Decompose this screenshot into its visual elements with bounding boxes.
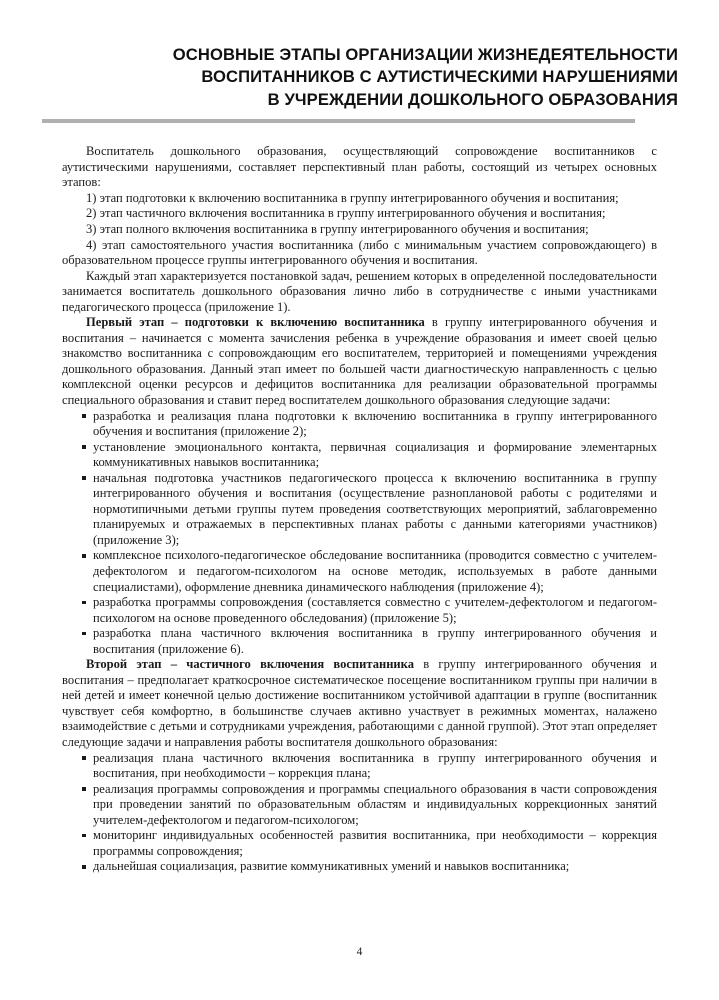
list-item-text: дальнейшая социализация, развитие коммуникативных умений и навыков воспитанника; [93,859,570,874]
page-number: 4 [356,946,363,958]
list-item-text: разработка программы сопровождения (составляется совместно с учителем-дефектологом и педагогом-психологом на основе проведенного обследования) (приложение 5); [93,595,657,625]
intro-paragraph: Воспитатель дошкольного образования, осуществляющий сопровождение воспитанников с аутистическими нарушениями, составляет перспективный план работы, состоящий из четырех основных этапов: [62,144,657,190]
stage-two-lead: Второй этап – частичного включения воспитанника [86,657,414,672]
square-bullet-icon [82,445,86,449]
stage-one-task-list [62,409,657,658]
list-item [62,782,657,829]
page-title-line-2: ВОСПИТАННИКОВ С АУТИСТИЧЕСКИМИ НАРУШЕНИЯМИ [201,67,678,87]
list-item [62,595,657,626]
list-item-text: разработка плана частичного включения воспитанника в группу интегрированного обучения и воспитания (приложение 6). [93,626,657,656]
stage-item-1: 1) этап подготовки к включению воспитанника в группу интегрированного обучения и воспитания; [86,190,619,205]
list-item [62,548,657,595]
stage-two-task-list [62,751,657,875]
list-item [62,409,657,440]
list-item [62,859,657,875]
page-title-line-1: ОСНОВНЫЕ ЭТАПЫ ОРГАНИЗАЦИИ ЖИЗНЕДЕЯТЕЛЬНОСТИ [172,45,678,64]
list-item [62,751,657,782]
list-item [62,828,657,859]
page-header [0,0,719,123]
square-bullet-icon [82,756,86,760]
list-item [62,626,657,657]
page-title [41,44,678,111]
list-item-text: реализация программы сопровождения и программы специального образования в части сопровождения при проведении занятий по образовательным областям и индивидуальных коррекционных занятий учителем-дефектологом и педагогом-психологом; [93,781,657,827]
list-item-text: реализация плана частичного включения воспитанника в группу интегрированного обучения и воспитания, при необходимости – коррекция плана; [93,750,657,781]
list-item-text: начальная подготовка участников педагогического процесса к включению воспитанника в группу интегрированного обучения и воспитания (осуществление разноплановой работы с родителями и нормотипичными детьми группы путем проведения соответствующих мероприятий, заблаговременно планируемых и отражаемых в перспективных планах работы с данными категориями участников) (приложение 3); [93,470,657,547]
title-divider-rule [42,119,635,123]
square-bullet-icon [82,554,86,558]
stage-one-paragraph [62,315,657,408]
page-body [0,144,719,875]
list-item-text: комплексное психолого-педагогическое обследование воспитанника (проводится совместно с учителем-дефектологом и педагогом-психологом на основе методик, используемых в работе данными специалистами), оформление дневника динамического наблюдения (приложение 4); [93,548,657,594]
each-stage-paragraph: Каждый этап характеризуется постановкой задач, решением которых в определенной последовательности занимается воспитатель дошкольного образования лично либо в сотрудничестве с иными участниками педагогического процесса (приложение 1). [62,268,657,314]
square-bullet-icon [82,787,86,791]
list-item [62,440,657,471]
stage-one-lead: Первый этап – подготовки к включению воспитанника [86,315,425,330]
list-item-text: мониторинг индивидуальных особенностей развития воспитанника, при необходимости – коррекция программы сопровождения; [93,828,657,858]
stage-one-body: в группу интегрированного обучения и воспитания – начинается с момента зачисления ребенка в учреждение образования и имеет своей целью знакомство воспитанника с сопровождающим его воспитателем, территорией и помещениями учреждения дошкольного образования. Данный этап имеет по большей части диагностическую направленность с целью комплексной оценки ресурсов и дефицитов воспитанника для реализации образовательной программы специального образования и ставит перед воспитателем дошкольного образования следующие задачи: [62,315,658,407]
list-item-text: разработка и реализация плана подготовки к включению воспитанника в группу интегрированного обучения и воспитания (приложение 2); [93,408,657,439]
stage-item-4: 4) этап самостоятельного участия воспитанника (либо с минимальным участием сопровождающего) в образовательном процессе группы интегрированного обучения и воспитания. [62,237,657,268]
square-bullet-icon [82,632,86,636]
square-bullet-icon [82,865,86,869]
page-title-line-3: В УЧРЕЖДЕНИИ ДОШКОЛЬНОГО ОБРАЗОВАНИЯ [267,89,678,109]
square-bullet-icon [82,476,86,480]
list-item-text: установление эмоционального контакта, первичная социализация и формирование элементарных коммуникативных навыков воспитанника; [93,439,657,470]
stage-item-3: 3) этап полного включения воспитанника в группу интегрированного обучения и воспитания; [86,221,589,236]
stage-two-body: в группу интегрированного обучения и воспитания – предполагает краткосрочное систематическое посещение воспитанником группы при наличии в ней детей и имеет конечной целью достижение воспитанником устойчивой адаптации в группе (воспитанник чувствует себя комфортно, в большинстве случаев активно участвует в режимных моментах, налажено взаимодействие с детьми и сотрудниками учреждения, работающими с данной группой). Этот этап определяет следующие задачи и направления работы воспитателя дошкольного образования: [62,657,657,749]
square-bullet-icon [82,601,86,605]
stage-item-2: 2) этап частичного включения воспитанника в группу интегрированного обучения и воспитания; [86,206,606,221]
list-item [62,471,657,549]
square-bullet-icon [82,414,86,418]
stage-two-paragraph [62,657,657,750]
text-column [62,144,657,875]
square-bullet-icon [82,834,86,838]
